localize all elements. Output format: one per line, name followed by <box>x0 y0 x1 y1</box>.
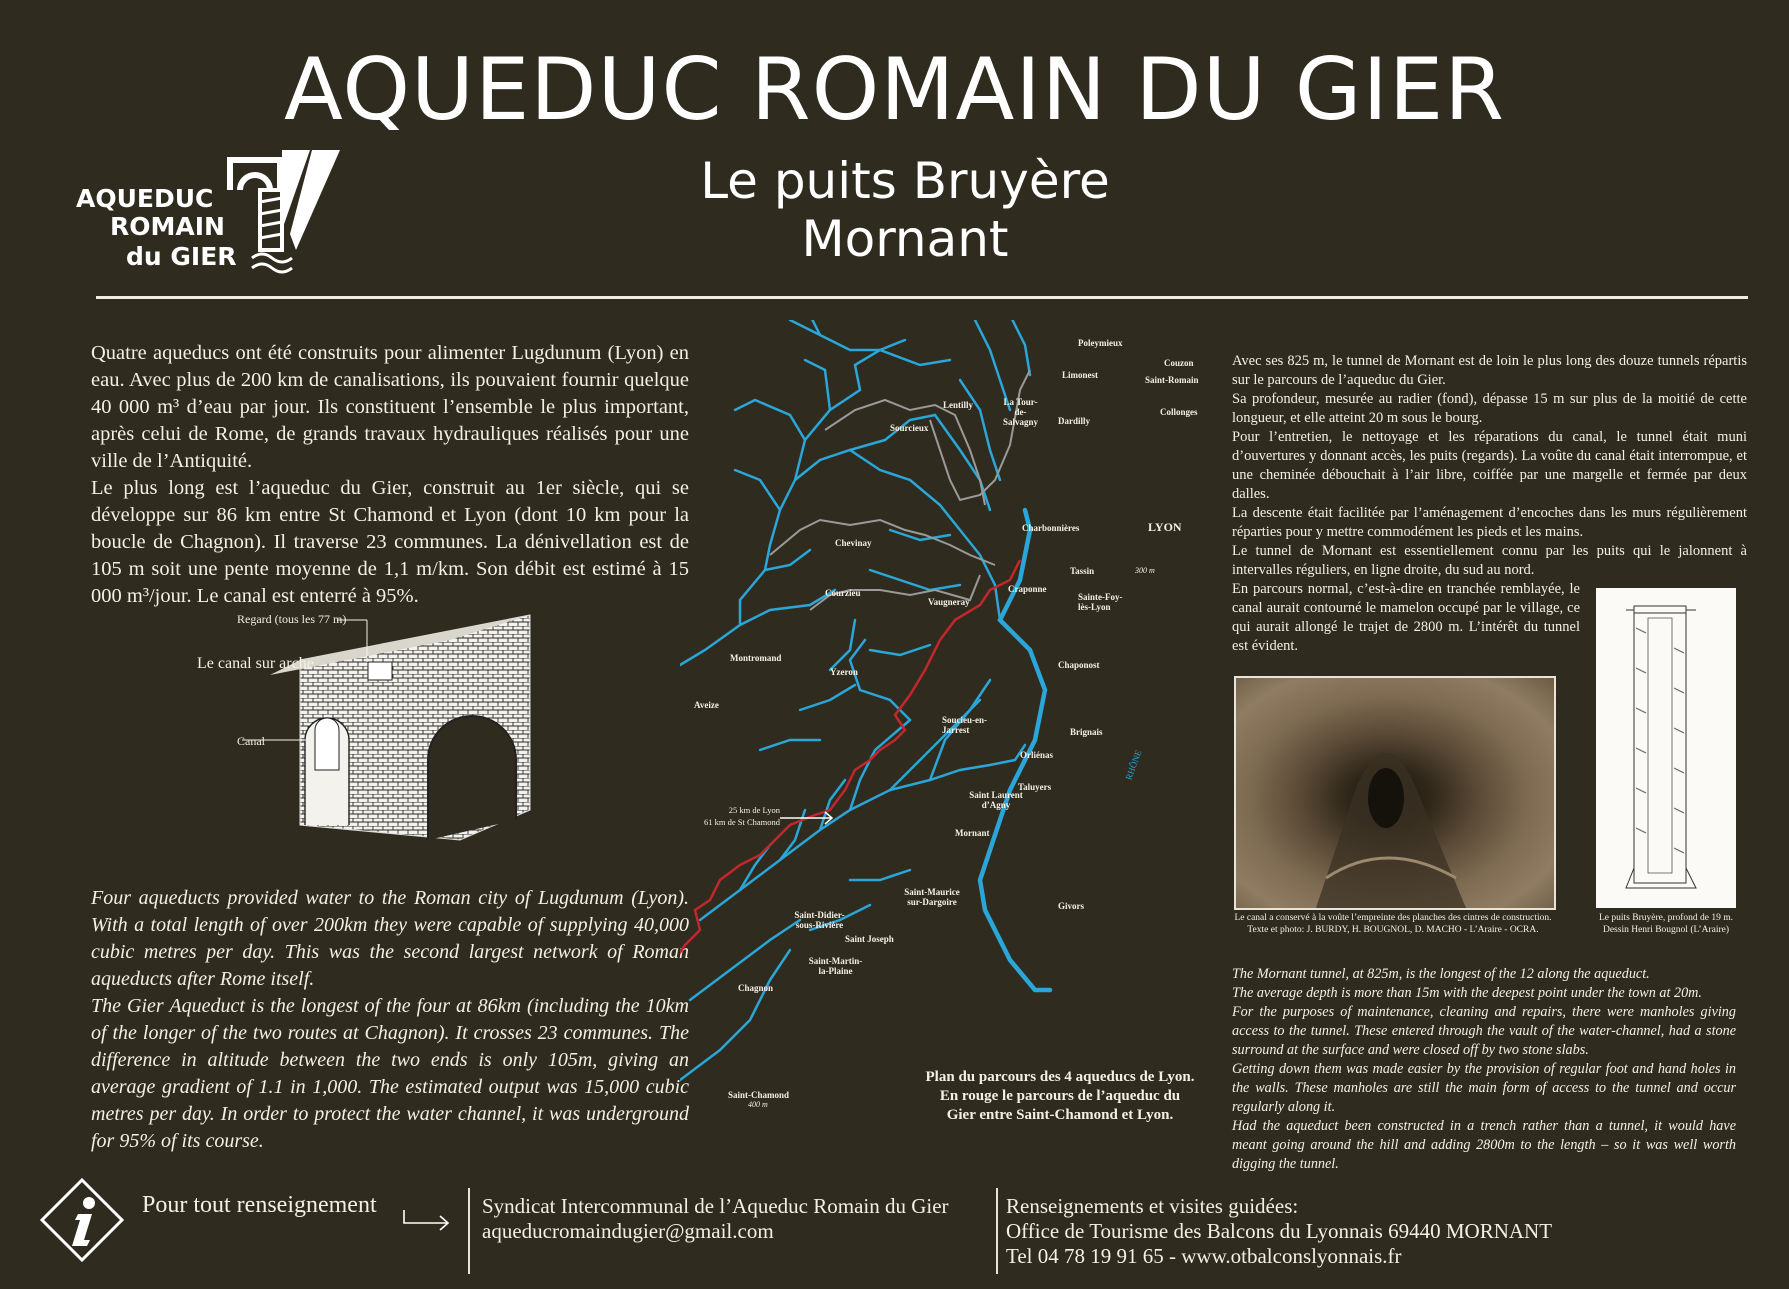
logo-text-1: AQUEDUC <box>76 184 214 213</box>
river-branch <box>800 685 855 710</box>
river-branch <box>870 645 930 655</box>
place-saint-didier: Saint-Didier-sous-Rivière <box>794 910 845 930</box>
place-mornant: Mornant <box>955 828 990 838</box>
subtitle-line-1: Le puits Bruyère <box>700 152 1110 210</box>
aqueduct-gray <box>770 520 995 565</box>
place-tassin: Tassin <box>1070 566 1095 576</box>
aqueduct-map <box>680 320 1200 1130</box>
right-fr-paragraph-3: Pour l’entretien, le nettoyage et les réparations du canal, le tunnel était muni d’ouvertures y donnant accès, les puits (regards). La voûte du canal était interrompue, et une cheminée débouchait à l’air libre, coiffée par une margelle et fermée par deux dalles. <box>1232 429 1747 502</box>
subtitle-line-2: Mornant <box>801 210 1009 268</box>
right-en-paragraph-1: The Mornant tunnel, at 825m, is the longest of the 12 along the aqueduct. <box>1232 966 1650 982</box>
tunnel-photo-drawing <box>1236 678 1554 908</box>
intro-fr-paragraph-2: Le plus long est l’aqueduc du Gier, construit au 1er siècle, qui se développe sur 86 km entre St Chamond et Lyon (dont 10 km pour la boucle de Chagnon). Il traverse 23 communes. La dénivellation est de 105 m soit une pente moyenne de 1,1 m/km. Son débit est estimé à 15 000 m³/jour. Le canal est enterré à 95%. <box>91 477 689 607</box>
river-branch <box>795 440 885 480</box>
logo-text-2: ROMAIN <box>110 212 225 241</box>
place-montromand: Montromand <box>730 653 782 663</box>
place-saint-romain: Saint-Romain <box>1145 375 1199 385</box>
river-branch <box>790 320 880 350</box>
river-branch <box>760 740 820 750</box>
header-divider <box>96 296 1748 299</box>
river-branch <box>880 350 950 365</box>
footer-label: Pour tout renseignement <box>142 1192 377 1218</box>
place-lyon: LYON <box>1148 520 1182 534</box>
river-branch <box>680 365 860 665</box>
place-givors: Givors <box>1058 901 1084 911</box>
place-lentilly: Lentilly <box>943 400 974 410</box>
river-branch <box>960 380 1000 480</box>
logo <box>70 150 340 280</box>
syndicat-email[interactable]: aqueducromaindugier@gmail.com <box>482 1219 774 1243</box>
info-icon <box>40 1178 124 1262</box>
river-branch <box>680 950 790 1080</box>
place-sourcieux: Sourcieux <box>890 423 929 433</box>
map-drawing <box>680 320 1200 1130</box>
place-chagnon: Chagnon <box>738 983 774 993</box>
aqueduct-gier <box>680 560 1020 960</box>
right-en-paragraph-3: For the purposes of maintenance, cleaning and repairs, there were manholes giving access to the tunnel. These entered through the vault of the water-channel, had a stone surround at the surface and were closed off by two stone slabs. <box>1232 1004 1736 1058</box>
place-yzeron: Yzeron <box>830 667 858 677</box>
right-fr-paragraph-4: La descente était facilitée par l’aménagement d’encoches dans les murs régulièrement réparties pour y mettre commodément les pieds et les mains. <box>1232 505 1747 540</box>
river-branch <box>850 870 910 880</box>
place-craponne: Craponne <box>1008 584 1047 594</box>
place-saint-martin: Saint-Martin-la-Plaine <box>808 956 863 976</box>
place-chaponost: Chaponost <box>1058 660 1100 670</box>
river-branch <box>870 570 960 590</box>
river-branch <box>740 845 770 890</box>
arrow-right-icon <box>402 1208 454 1238</box>
distance-chamond: 61 km de St Chamond <box>703 817 780 827</box>
place-sainte-foy: Sainte-Foy-lès-Lyon <box>1078 592 1123 612</box>
other-aqueducts <box>770 370 1030 610</box>
place-vaugneray: Vaugneray <box>928 597 970 607</box>
place-charbonnieres: Charbonnières <box>1022 523 1080 533</box>
regard-label: Regard (tous les 77 m) <box>237 612 347 626</box>
place-saint-maurice: Saint-Maurice sur-Dargoire <box>904 887 960 907</box>
intro-en-paragraph-2: The Gier Aqueduct is the longest of the four at 86km (including the 10km of the longer of the two routes at Chagnon). It crosses 23 communes. The difference in altitude between the two ends is only 105m, giving an average gradient of 1.1 in 1,000. The estimated output was 15,000 cubic metres per day. In order to protect the water channel, it was underground for 95% of its course. <box>91 995 689 1152</box>
right-en-paragraph-2: The average depth is more than 15m with the deepest point under the town at 20m. <box>1232 985 1702 1001</box>
photo-caption: Le canal a conservé à la voûte l’empreinte des planches des cintres de construction. Texte et photo: J. BURDY, H. BOUGNOL, D. MACHO - L’Araire - OCRA. <box>1234 913 1552 935</box>
river-branch <box>735 400 805 440</box>
place-couzon: Couzon <box>1164 358 1194 368</box>
place-poleymieux: Poleymieux <box>1078 338 1123 348</box>
footer-divider-2 <box>996 1188 998 1274</box>
place-dardilly: Dardilly <box>1058 416 1091 426</box>
distance-marker <box>680 804 780 828</box>
right-fr-paragraph-1: Avec ses 825 m, le tunnel de Mornant est de loin le plus long des douze tunnels répartis sur le parcours de l’aqueduc du Gier. <box>1232 353 1747 388</box>
river-branch <box>850 640 865 690</box>
river-branch <box>855 340 905 365</box>
place-saint-chamond: Saint-Chamond <box>728 1090 790 1100</box>
tunnel-photo <box>1234 676 1556 910</box>
intro-fr-paragraph-1: Quatre aqueducs ont été construits pour alimenter Lugdunum (Lyon) en eau. Avec plus de 200 km de canalisations, ils pouvaient fournir quelque 40 000 m³ d’eau par jour. Ils constituent l’ensemble le plus important, après celui de Rome, de grands travaux hydrauliques réalisés pour une ville de l’Antiquité. <box>91 342 689 472</box>
footer-syndicat <box>482 1194 949 1244</box>
well-cross-section <box>1596 588 1736 908</box>
place-saint-laurent: Saint Laurent d’Agny <box>969 790 1023 810</box>
map-caption: Plan du parcours des 4 aqueducs de Lyon. En rouge le parcours de l’aqueduc du Gier entre Saint-Chamond et Lyon. <box>925 1069 1195 1123</box>
office-name: Office de Tourisme des Balcons du Lyonnais 69440 MORNANT <box>1006 1219 1553 1243</box>
place-orlienas: Orliénas <box>1020 750 1053 760</box>
right-fr-paragraph-6: En parcours normal, c’est-à-dire en tranchée remblayée, le canal aurait contourné le mamelon occupé par le village, ce qui aurait allongé le trajet de 2800 m. L’intérêt du tunnel est évident. <box>1232 581 1580 654</box>
river-branch <box>805 360 830 410</box>
footer-office <box>1006 1194 1552 1269</box>
syndicat-name: Syndicat Intercommunal de l’Aqueduc Romain du Gier <box>482 1194 949 1218</box>
river-network <box>680 320 1050 1080</box>
right-fr-paragraph-2: Sa profondeur, mesurée au radier (fond), dépasse 15 m sur plus de la moitié de cette longueur, et elle atteint 20 m sous le bourg. <box>1232 391 1747 426</box>
well-drawing <box>1596 588 1736 908</box>
right-en-paragraph-4: Getting down them was made easier by the provision of regular foot and hand holes in the walls. These manholes are still the main form of access to the tunnel and occur regularly along it. <box>1232 1061 1736 1115</box>
river-branch <box>735 470 780 510</box>
altitude-lyon: 300 m <box>1135 566 1155 575</box>
logo-text-3: du GIER <box>126 242 237 271</box>
place-soucieu: Soucieu-en-Jarrest <box>942 715 987 735</box>
river-branch <box>740 590 835 625</box>
right-en-paragraph-5: Had the aqueduct been constructed in a trench rather than a tunnel, it would have meant going around the hill and adding 2800m to the length – so it was well worth digging the tunnel. <box>1232 1118 1736 1172</box>
place-collonges: Collonges <box>1160 407 1198 417</box>
place-limonest: Limonest <box>1062 370 1098 380</box>
canal-label: Canal <box>237 734 265 748</box>
place-courzieu: Courzieu <box>825 588 861 598</box>
intro-french <box>91 340 689 610</box>
drawing-caption: Le puits Bruyère, profond de 19 m. Dessin Henri Bougnol (L’Araire) <box>1598 913 1734 935</box>
river-branch <box>890 530 950 540</box>
river-branch <box>1010 320 1030 375</box>
place-brignais: Brignais <box>1070 727 1103 737</box>
intro-en-paragraph-1: Four aqueducts provided water to the Roman city of Lugdunum (Lyon). With a total length of over 200km they were capable of supplying 40,000 cubic metres per day. This was the second largest network of Roman aqueducts after Rome itself. <box>91 887 689 990</box>
intro-english <box>91 885 689 1155</box>
river-branch <box>850 450 910 480</box>
tunnel-text-english <box>1232 965 1736 1174</box>
page-title: AQUEDUC ROMAIN DU GIER <box>284 40 1505 140</box>
right-fr-paragraph-5: Le tunnel de Mornant est essentiellement connu par les puits qui le jalonnent à intervalles réguliers, en ligne droite, du sud au nord. <box>1232 543 1747 578</box>
aqueduct-arch-icon <box>200 150 340 280</box>
place-la-tour: La Tour-de-Salvagny <box>1002 397 1038 427</box>
altitude-saint-chamond: 400 m <box>748 1100 768 1109</box>
river-label: RHÔNE <box>1123 748 1144 782</box>
canal-arch-diagram <box>190 610 550 880</box>
office-contact[interactable]: Tel 04 78 19 91 65 - www.otbalconslyonnais.fr <box>1006 1244 1402 1268</box>
place-taluyers: Taluyers <box>1018 782 1052 792</box>
place-saint-joseph: Saint Joseph <box>845 934 894 944</box>
place-aveize: Aveize <box>694 700 719 710</box>
place-chevinay: Chevinay <box>835 538 872 548</box>
arch-label: Le canal sur arche <box>197 655 314 672</box>
footer-divider-1 <box>468 1188 470 1274</box>
distance-lyon: 25 km de Lyon <box>728 805 780 815</box>
office-heading: Renseignements et visites guidées: <box>1006 1194 1299 1218</box>
